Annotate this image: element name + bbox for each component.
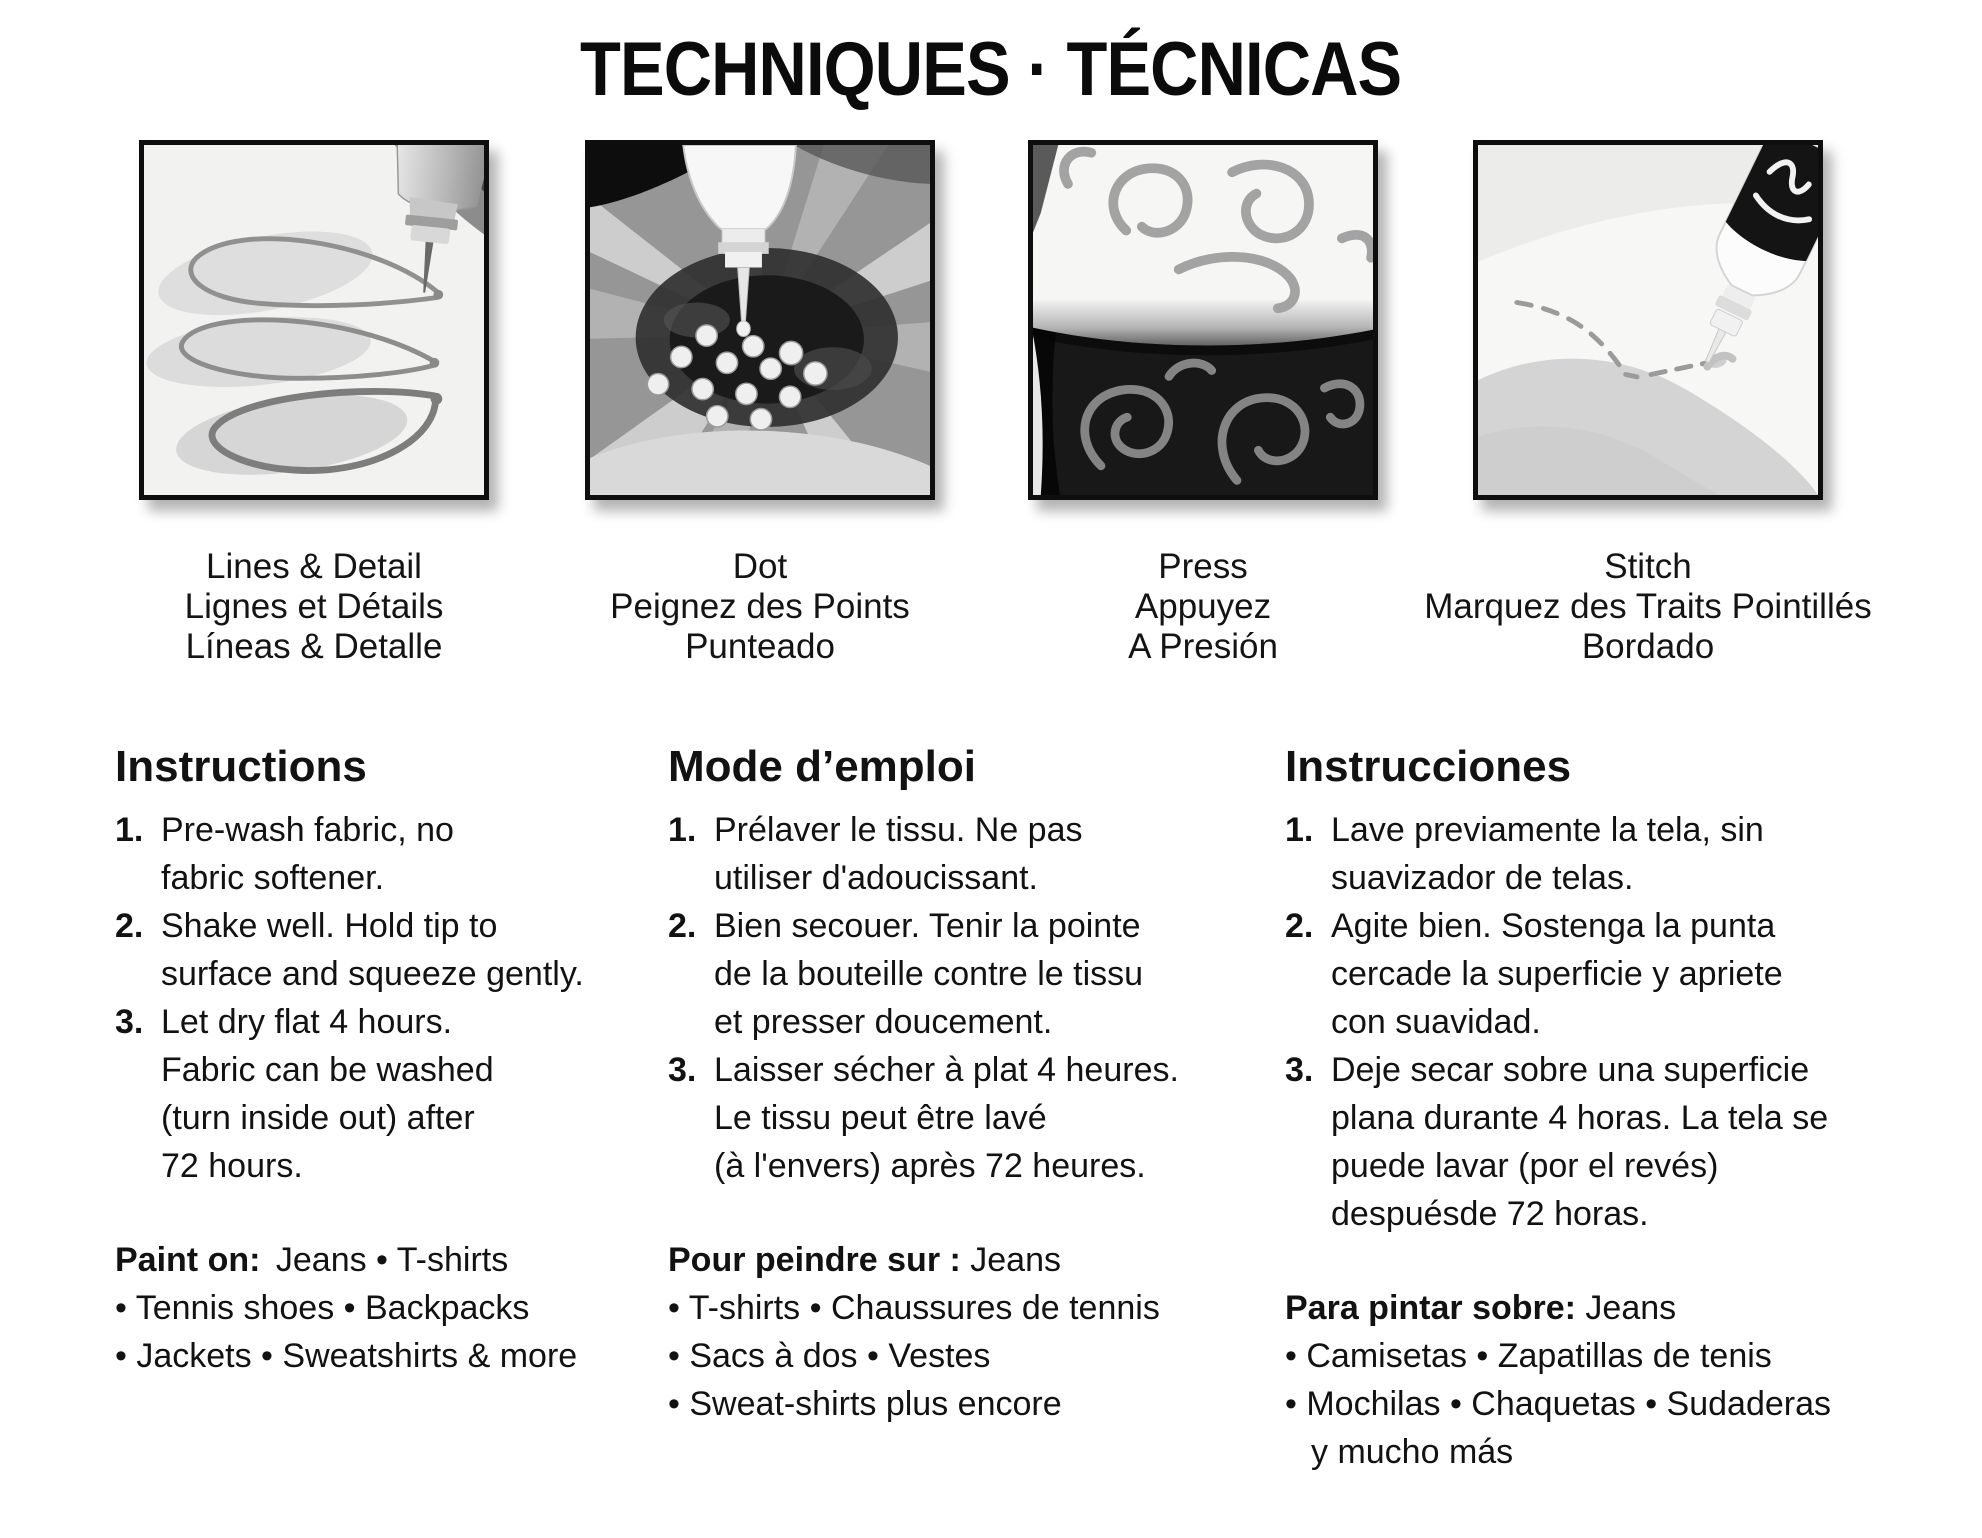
step-line: fabric softener. bbox=[161, 859, 385, 897]
step-line: surface and squeeze gently. bbox=[161, 955, 584, 993]
paint-on-line: • Jackets • Sweatshirts & more bbox=[115, 1337, 578, 1375]
paint-on-line: • Mochilas • Chaquetas • Sudaderas bbox=[1285, 1385, 1832, 1423]
step-line: 3. Let dry flat 4 hours. bbox=[115, 1003, 453, 1041]
step-line: suavizador de telas. bbox=[1331, 859, 1634, 897]
page-title bbox=[0, 26, 1982, 113]
step-line: 3. Laisser sécher à plat 4 heures. bbox=[668, 1051, 1179, 1089]
step-line: puede lavar (por el revés) bbox=[1331, 1147, 1719, 1185]
instructions-column-spanish bbox=[1285, 742, 1940, 1476]
dot-photo bbox=[585, 140, 935, 500]
instructions-column-french bbox=[668, 742, 1283, 1428]
dot-illustration bbox=[590, 145, 930, 495]
paint-on-line: • T-shirts • Chaussures de tennis bbox=[668, 1289, 1160, 1327]
paint-on-line: • Tennis shoes • Backpacks bbox=[115, 1289, 530, 1327]
step-line: 2. Agite bien. Sostenga la punta bbox=[1285, 907, 1776, 945]
column-heading: Instrucciones bbox=[1285, 742, 1572, 791]
caption-line-en: Lines & Detail bbox=[206, 547, 422, 586]
caption-line-en: Stitch bbox=[1604, 547, 1692, 586]
step-line: 2. Bien secouer. Tenir la pointe bbox=[668, 907, 1141, 945]
step-line: 1. Prélaver le tissu. Ne pas bbox=[668, 811, 1083, 849]
paint-on-line: • Sacs à dos • Vestes bbox=[668, 1337, 991, 1375]
step-line: 72 hours. bbox=[161, 1147, 303, 1185]
caption-line-es: Punteado bbox=[685, 627, 835, 666]
caption-line-en: Dot bbox=[732, 547, 788, 586]
stitch-photo bbox=[1473, 140, 1823, 500]
press-illustration bbox=[1033, 145, 1373, 495]
step-line: cercade la superficie y apriete bbox=[1331, 955, 1783, 993]
step-line: con suavidad. bbox=[1331, 1003, 1541, 1041]
paint-on-lead: Para pintar sobre: Jeans bbox=[1285, 1289, 1677, 1327]
lines-detail-photo bbox=[139, 140, 489, 500]
step-line: et presser doucement. bbox=[714, 1003, 1053, 1041]
column-heading: Instructions bbox=[115, 742, 367, 791]
column-heading: Mode d’emploi bbox=[668, 742, 976, 791]
step-line: despuésde 72 horas. bbox=[1331, 1195, 1649, 1233]
step-line: plana durante 4 horas. La tela se bbox=[1331, 1099, 1829, 1137]
paint-on-lead: Paint on: Jeans • T-shirts bbox=[115, 1241, 509, 1279]
caption-line-es: Líneas & Detalle bbox=[185, 627, 443, 666]
step-line: 1. Pre-wash fabric, no bbox=[115, 811, 454, 849]
caption-stitch bbox=[1368, 547, 1928, 667]
paint-on-line: • Sweat-shirts plus encore bbox=[668, 1385, 1062, 1423]
paint-on-section bbox=[115, 1236, 675, 1380]
lines-detail-illustration bbox=[144, 145, 484, 495]
step-line: (turn inside out) after bbox=[161, 1099, 475, 1137]
instructions-column-english bbox=[115, 742, 675, 1380]
paint-on-line: • Camisetas • Zapatillas de tenis bbox=[1285, 1337, 1772, 1375]
paint-on-section bbox=[1285, 1284, 1940, 1476]
caption-line-fr: Marquez des Traits Pointillés bbox=[1424, 587, 1872, 626]
caption-line-fr: Lignes et Détails bbox=[184, 587, 444, 626]
step-line: 1. Lave previamente la tela, sin bbox=[1285, 811, 1764, 849]
paint-on-lead: Pour peindre sur : Jeans bbox=[668, 1241, 1062, 1279]
page-title-text: TECHNIQUES · TÉCNICAS bbox=[580, 27, 1402, 112]
caption-line-en: Press bbox=[1158, 547, 1248, 586]
step-line: utiliser d'adoucissant. bbox=[714, 859, 1038, 897]
step-line: Le tissu peut être lavé bbox=[714, 1099, 1047, 1137]
paint-on-section bbox=[668, 1236, 1283, 1428]
paint-on-line: y mucho más bbox=[1311, 1433, 1514, 1471]
caption-line-fr: Appuyez bbox=[1134, 587, 1272, 626]
step-line: (à l'envers) après 72 heures. bbox=[714, 1147, 1146, 1185]
caption-line-fr: Peignez des Points bbox=[610, 587, 910, 626]
step-line: Fabric can be washed bbox=[161, 1051, 494, 1089]
caption-line-es: A Presión bbox=[1128, 627, 1278, 666]
step-line: 2. Shake well. Hold tip to bbox=[115, 907, 498, 945]
stitch-illustration bbox=[1478, 145, 1818, 495]
step-line: de la bouteille contre le tissu bbox=[714, 955, 1144, 993]
caption-line-es: Bordado bbox=[1581, 627, 1715, 666]
step-line: 3. Deje secar sobre una superficie bbox=[1285, 1051, 1810, 1089]
press-photo bbox=[1028, 140, 1378, 500]
